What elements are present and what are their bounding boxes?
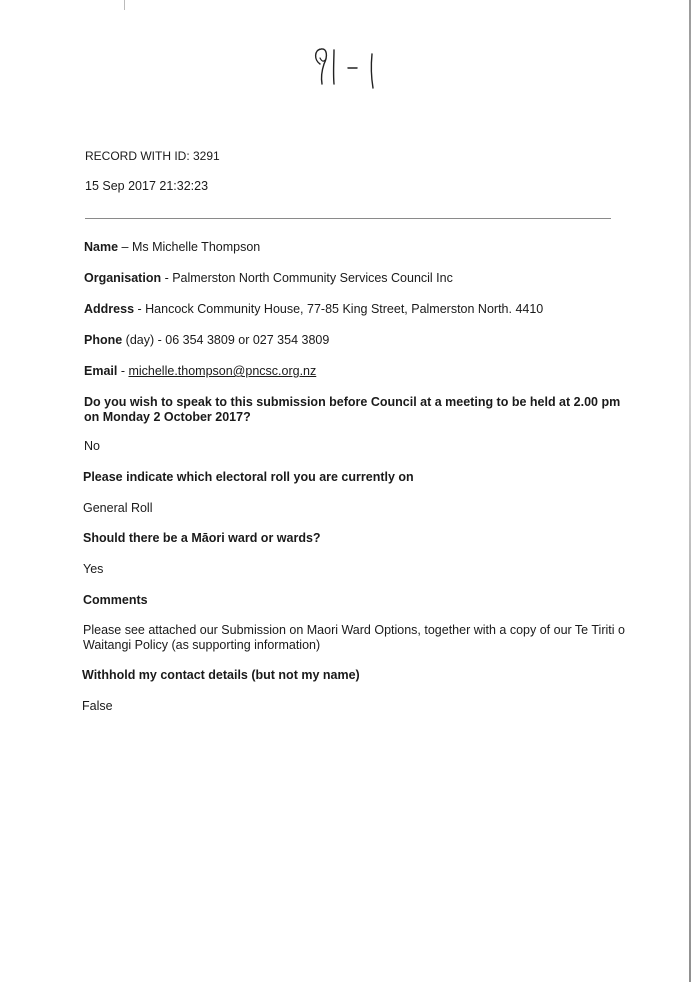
field-organisation	[84, 271, 453, 286]
field-organisation-value: Palmerston North Community Services Council Inc	[172, 271, 453, 285]
field-email-label: Email	[84, 364, 118, 378]
email-link[interactable]: michelle.thompson@pncsc.org.nz	[128, 364, 317, 378]
field-email-sep: -	[117, 364, 129, 378]
scan-mark	[124, 0, 125, 10]
field-email	[84, 364, 316, 379]
question-comments: Comments	[83, 593, 148, 607]
answer-speak: No	[84, 439, 100, 453]
field-phone	[84, 333, 329, 348]
record-timestamp: 15 Sep 2017 21:32:23	[85, 179, 209, 193]
scan-edge	[689, 0, 691, 982]
question-withhold: Withhold my contact details (but not my name)	[82, 668, 360, 682]
answer-comments: Please see attached our Submission on Maori Ward Options, together with a copy of our Te Tiriti o Waitangi Policy (as supporting information)	[83, 623, 625, 652]
field-organisation-label: Organisation	[84, 271, 162, 285]
record-id: RECORD WITH ID: 3291	[85, 149, 220, 163]
field-address-value: Hancock Community House, 77-85 King Street, Palmerston North. 4410	[145, 302, 544, 316]
question-maori-ward: Should there be a Māori ward or wards?	[83, 531, 321, 545]
field-address	[84, 302, 543, 317]
field-organisation-sep: -	[161, 271, 173, 285]
field-address-sep: -	[134, 302, 146, 316]
field-phone-value: 06 354 3809 or 027 354 3809	[165, 333, 330, 347]
answer-maori-ward: Yes	[83, 562, 104, 576]
field-name-value: Ms Michelle Thompson	[131, 240, 261, 254]
question-speak: Do you wish to speak to this submission before Council at a meeting to be held at 2.00 pm on Monday 2 October 2017?	[84, 395, 621, 424]
answer-withhold: False	[82, 699, 113, 713]
question-electoral-roll: Please indicate which electoral roll you are currently on	[83, 470, 414, 484]
field-name	[84, 240, 260, 255]
field-name-label: Name	[84, 240, 119, 254]
field-address-label: Address	[84, 302, 135, 316]
separator-rule	[85, 218, 611, 219]
field-name-sep: –	[118, 240, 132, 254]
answer-electoral-roll: General Roll	[83, 501, 153, 515]
field-phone-label: Phone	[84, 333, 123, 347]
field-phone-qualifier: (day) -	[122, 333, 166, 347]
handwritten-annotation	[310, 46, 385, 91]
